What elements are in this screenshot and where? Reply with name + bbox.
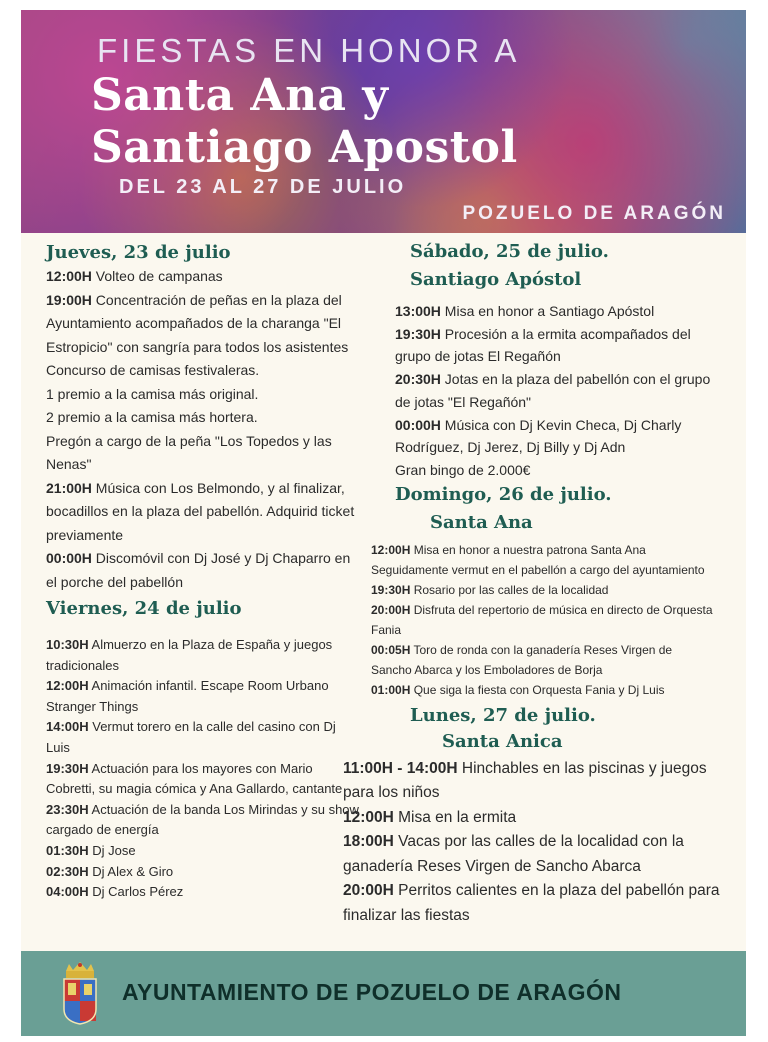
event-text: Almuerzo en la Plaza de España y juegos tradicionales bbox=[46, 637, 333, 673]
event-item bbox=[46, 383, 361, 407]
event-time: 23:30H bbox=[46, 801, 89, 817]
event-text: Vacas por las calles de la localidad con la ganadería Reses Virgen de Sancho Abarca bbox=[343, 833, 684, 875]
event-time: 18:00H bbox=[343, 833, 394, 851]
event-text: Dj Alex & Giro bbox=[88, 863, 174, 879]
event-item bbox=[46, 800, 361, 841]
event-list-jueves bbox=[46, 265, 361, 594]
event-time: 12:00H bbox=[371, 542, 411, 557]
event-item bbox=[343, 830, 735, 879]
event-item bbox=[395, 368, 725, 413]
event-item bbox=[46, 676, 361, 717]
event-item bbox=[371, 680, 716, 700]
event-text: Concentración de peñas en la plaza del Ayuntamiento acompañados de la charanga "El Estropicio" con sangría para todos los asistentes bbox=[46, 291, 349, 355]
event-item bbox=[46, 862, 361, 883]
left-column bbox=[46, 240, 361, 903]
event-text: Que siga la fiesta con Orquesta Fania y Dj Luis bbox=[410, 682, 665, 697]
event-text: Música con Dj Kevin Checa, Dj Charly Rodríguez, Dj Jerez, Dj Billy y Dj Adn bbox=[395, 416, 682, 456]
event-text: 1 premio a la camisa más original. bbox=[46, 385, 259, 402]
event-text: Música con Los Belmondo, y al finalizar, bocadillos en la plaza del pabellón. Adquirid ticket previamente bbox=[46, 479, 355, 543]
event-time: 19:30H bbox=[371, 582, 411, 597]
event-text: Actuación para los mayores con Mario Cobretti, su magia cómica y Ana Gallardo, cantante bbox=[46, 760, 343, 797]
day-heading-sabado: Sábado, 25 de julio. bbox=[410, 241, 609, 262]
event-text: Rosario por las calles de la localidad bbox=[410, 582, 609, 597]
event-text: Volteo de campanas bbox=[91, 268, 223, 284]
event-time: 20:30H bbox=[395, 371, 441, 388]
event-time: 14:00H bbox=[46, 719, 89, 735]
banner bbox=[21, 10, 746, 233]
festival-poster bbox=[21, 10, 746, 1036]
day-subheading-lunes: Santa Anica bbox=[442, 730, 563, 752]
event-text: Perritos calientes en la plaza del pabellón para finalizar las fiestas bbox=[343, 882, 720, 924]
event-list-domingo bbox=[371, 540, 716, 700]
event-time: 01:30H bbox=[46, 842, 89, 858]
event-text: Misa en honor a nuestra patrona Santa Ana Seguidamente vermut en el pabellón a cargo del ayuntamiento bbox=[371, 542, 705, 577]
event-time: 00:00H bbox=[46, 550, 92, 566]
event-time: 19:30H bbox=[395, 325, 441, 342]
event-item bbox=[46, 882, 361, 903]
banner-pretitle: FIESTAS EN HONOR A bbox=[97, 32, 521, 69]
footer bbox=[21, 951, 746, 1036]
event-time: 11:00H - 14:00H bbox=[343, 759, 458, 777]
event-list-viernes bbox=[46, 635, 361, 903]
event-time: 20:00H bbox=[343, 882, 394, 900]
event-item bbox=[395, 459, 725, 482]
day-heading-domingo: Domingo, 26 de julio. bbox=[395, 483, 612, 505]
event-text: Vermut torero en la calle del casino con Dj Luis bbox=[46, 719, 336, 755]
event-text: Dj Carlos Pérez bbox=[88, 884, 184, 900]
event-text: Concurso de camisas festivaleras. bbox=[46, 362, 260, 378]
event-item bbox=[46, 477, 361, 548]
event-text: Misa en la ermita bbox=[393, 808, 517, 826]
banner-title-line1: Santa Ana y bbox=[91, 70, 389, 121]
event-item bbox=[46, 406, 361, 430]
day-heading-viernes: Viernes, 24 de julio bbox=[46, 598, 242, 619]
event-time: 12:00H bbox=[343, 808, 394, 826]
event-time: 12:00H bbox=[46, 268, 92, 284]
event-item bbox=[343, 806, 735, 831]
event-text: Hinchables en las piscinas y juegos para los niños bbox=[343, 759, 707, 802]
event-time: 12:00H bbox=[46, 678, 89, 694]
event-time: 04:00H bbox=[46, 884, 89, 900]
event-item bbox=[371, 600, 716, 640]
day-heading-lunes: Lunes, 27 de julio. bbox=[410, 704, 596, 726]
event-time: 00:00H bbox=[395, 416, 441, 433]
event-item bbox=[371, 540, 716, 580]
event-item bbox=[46, 289, 361, 360]
event-text: Pregón a cargo de la peña "Los Topedos y las Nenas" bbox=[46, 432, 332, 472]
event-item bbox=[46, 717, 361, 758]
event-item bbox=[371, 580, 716, 600]
event-text: Animación infantil. Escape Room Urbano Stranger Things bbox=[46, 678, 329, 714]
event-time: 10:30H bbox=[46, 637, 89, 652]
event-list-lunes bbox=[343, 757, 735, 929]
event-text: Actuación de la banda Los Mirindas y su show cargado de energía bbox=[46, 801, 359, 838]
banner-town: POZUELO DE ARAGÓN bbox=[462, 203, 726, 224]
event-item bbox=[371, 640, 716, 680]
banner-dates: DEL 23 AL 27 DE JULIO bbox=[119, 176, 407, 198]
event-text: Discomóvil con Dj José y Dj Chaparro en el porche del pabellón bbox=[46, 550, 351, 590]
event-item bbox=[46, 841, 361, 862]
event-time: 19:30H bbox=[46, 760, 89, 776]
event-time: 20:00H bbox=[371, 602, 411, 617]
event-item bbox=[46, 635, 361, 676]
event-text: 2 premio a la camisa más hortera. bbox=[46, 409, 258, 425]
event-item bbox=[46, 265, 361, 289]
event-time: 19:00H bbox=[46, 291, 92, 308]
event-item bbox=[46, 547, 361, 594]
event-text: Dj Jose bbox=[88, 842, 136, 858]
event-time: 21:00H bbox=[46, 479, 92, 496]
coat-of-arms-icon bbox=[59, 961, 101, 1026]
event-item bbox=[46, 359, 361, 383]
banner-title-line2: Santiago Apostol bbox=[91, 122, 518, 173]
event-item bbox=[343, 879, 735, 928]
event-time: 00:05H bbox=[371, 642, 411, 657]
event-item bbox=[395, 414, 725, 459]
event-time: 02:30H bbox=[46, 863, 89, 879]
event-item bbox=[343, 757, 735, 806]
event-text: Gran bingo de 2.000€ bbox=[395, 461, 531, 478]
event-item bbox=[395, 323, 725, 368]
day-subheading-sabado: Santiago Apóstol bbox=[410, 269, 582, 290]
day-heading-jueves: Jueves, 23 de julio bbox=[46, 242, 231, 263]
event-time: 13:00H bbox=[395, 303, 441, 319]
event-list-sabado bbox=[395, 300, 725, 482]
event-item bbox=[395, 300, 725, 323]
event-text: Misa en honor a Santiago Apóstol bbox=[440, 303, 655, 319]
event-text: Toro de ronda con la ganadería Reses Virgen de Sancho Abarca y los Emboladores de Borja bbox=[371, 642, 673, 677]
right-column bbox=[343, 239, 733, 928]
event-item bbox=[46, 759, 361, 800]
event-text: Procesión a la ermita acompañados del grupo de jotas El Regañón bbox=[395, 325, 691, 365]
event-text: Disfruta del repertorio de música en directo de Orquesta Fania bbox=[371, 602, 713, 637]
event-time: 01:00H bbox=[371, 682, 411, 697]
event-item bbox=[46, 430, 361, 477]
day-subheading-domingo: Santa Ana bbox=[430, 511, 533, 533]
footer-title: AYUNTAMIENTO DE POZUELO DE ARAGÓN bbox=[122, 979, 622, 1005]
event-text: Jotas en la plaza del pabellón con el grupo de jotas "El Regañón" bbox=[395, 371, 711, 410]
